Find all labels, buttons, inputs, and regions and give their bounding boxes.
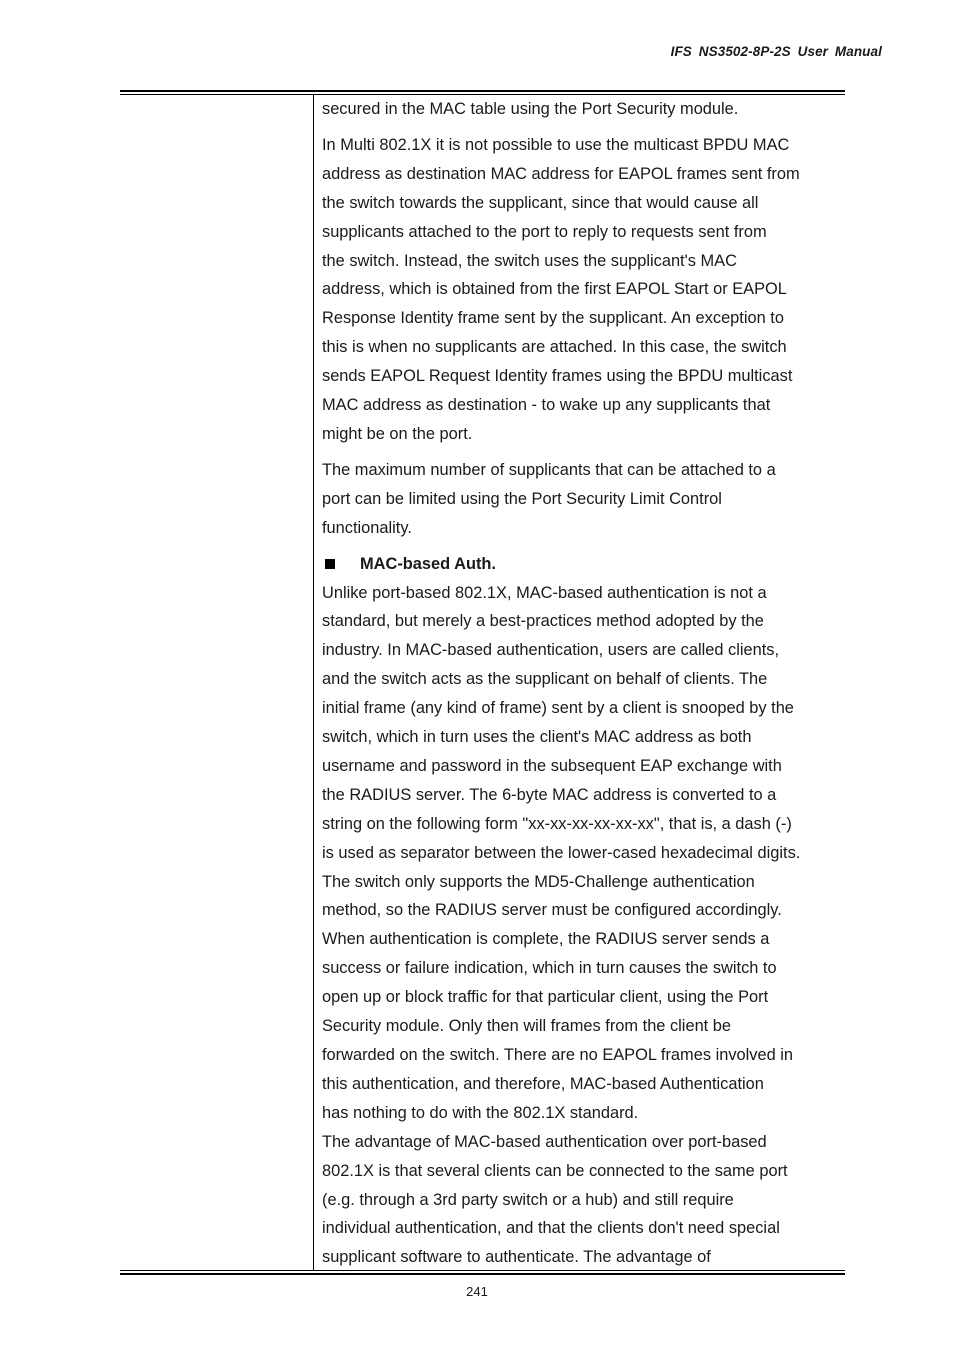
text-line: forwarded on the switch. There are no EAPOL frames involved in bbox=[322, 1046, 794, 1064]
document-header-title: IFS NS3502-8P-2S User Manual bbox=[670, 44, 882, 59]
text-line: (e.g. through a 3rd party switch or a hub) and still require bbox=[322, 1190, 734, 1209]
text-line: Security module. Only then will frames from the client be bbox=[322, 1017, 732, 1036]
text-line: sends EAPOL Request Identity frames using the BPDU multicast bbox=[322, 367, 793, 386]
table-column-divider bbox=[313, 94, 314, 1270]
table-bottom-rule bbox=[120, 1273, 845, 1275]
table-top-rule bbox=[120, 90, 845, 92]
text-line: Response Identity frame sent by the supplicant. An exception to bbox=[322, 309, 784, 328]
text-line: MAC address as destination - to wake up any supplicants that bbox=[322, 396, 771, 415]
bullet-heading-label: MAC-based Auth. bbox=[360, 554, 496, 573]
text-line: In Multi 802.1X it is not possible to use the multicast BPDU MAC bbox=[322, 135, 790, 154]
text-line: individual authentication, and that the clients don't need special bbox=[322, 1219, 780, 1238]
text-line: address as destination MAC address for EAPOL frames sent from bbox=[322, 164, 800, 183]
text-line: The maximum number of supplicants that can be attached to a bbox=[322, 460, 776, 479]
text-line: the switch towards the supplicant, since that would cause all bbox=[322, 193, 759, 212]
paragraph-mac-based-auth bbox=[322, 579, 840, 1273]
text-line: open up or block traffic for that particular client, using the Port bbox=[322, 988, 769, 1007]
text-line: When authentication is complete, the RADIUS server sends a bbox=[322, 930, 770, 949]
paragraph-multi-8021x bbox=[322, 131, 840, 449]
text-line: and the switch acts as the supplicant on behalf of clients. The bbox=[322, 670, 768, 689]
text-line: supplicants attached to the port to reply to requests sent from bbox=[322, 222, 767, 241]
text-line: functionality. bbox=[322, 518, 412, 537]
text-line: Unlike port-based 802.1X, MAC-based authentication is not a bbox=[322, 583, 767, 602]
text-line: this is when no supplicants are attached. In this case, the switch bbox=[322, 338, 787, 357]
text-line: initial frame (any kind of frame) sent by a client is snooped by the bbox=[322, 699, 794, 718]
text-line: The switch only supports the MD5-Challenge authentication bbox=[322, 872, 755, 891]
text-line: the RADIUS server. The 6-byte MAC address is converted to a bbox=[322, 785, 777, 804]
page-number: 241 bbox=[466, 1284, 488, 1299]
text-line: standard, but merely a best-practices method adopted by the bbox=[322, 612, 764, 631]
text-line: industry. In MAC-based authentication, users are called clients, bbox=[322, 641, 780, 660]
text-line: might be on the port. bbox=[322, 424, 473, 443]
table-description-cell bbox=[322, 95, 840, 1272]
text-line: address, which is obtained from the first EAPOL Start or EAPOL bbox=[322, 280, 787, 299]
paragraph-port-security bbox=[322, 95, 840, 124]
square-bullet-icon bbox=[325, 559, 335, 569]
paragraph-max-supplicants bbox=[322, 456, 840, 543]
text-line: The advantage of MAC-based authentication over port-based bbox=[322, 1132, 767, 1151]
text-line: username and password in the subsequent EAP exchange with bbox=[322, 756, 782, 775]
text-line: success or failure indication, which in turn causes the switch to bbox=[322, 959, 777, 978]
bullet-heading-mac-based-auth bbox=[322, 550, 840, 579]
text-line: method, so the RADIUS server must be configured accordingly. bbox=[322, 901, 782, 920]
table-bottom-rule-inner bbox=[120, 1270, 845, 1271]
text-line: secured in the MAC table using the Port Security module. bbox=[322, 100, 739, 118]
text-line: has nothing to do with the 802.1X standard. bbox=[322, 1103, 639, 1122]
text-line: switch, which in turn uses the client's MAC address as both bbox=[322, 728, 752, 747]
text-line: 802.1X is that several clients can be connected to the same port bbox=[322, 1161, 788, 1180]
text-line: port can be limited using the Port Security Limit Control bbox=[322, 489, 722, 508]
text-line: this authentication, and therefore, MAC-based Authentication bbox=[322, 1074, 764, 1093]
text-line: the switch. Instead, the switch uses the supplicant's MAC bbox=[322, 251, 737, 270]
text-line: is used as separator between the lower-cased hexadecimal digits. bbox=[322, 843, 801, 862]
text-line: supplicant software to authenticate. The advantage of bbox=[322, 1248, 711, 1267]
text-line: string on the following form "xx-xx-xx-xx-xx-xx", that is, a dash (-) bbox=[322, 814, 792, 833]
